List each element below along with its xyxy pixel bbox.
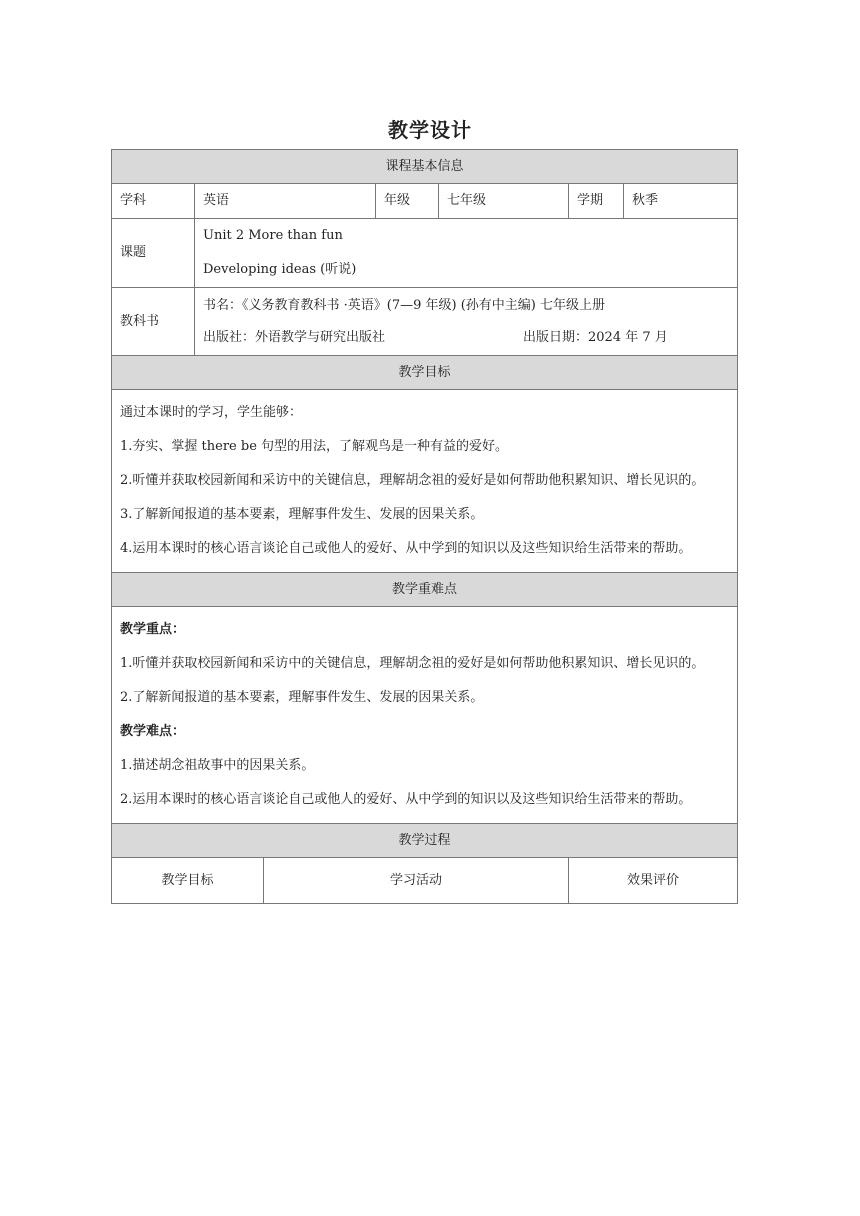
- difficulty-item: 2.运用本课时的核心语言谈论自己或他人的爱好、从中学到的知识以及这些知识给生活带来的帮助。: [120, 792, 692, 807]
- publisher-line: [203, 322, 729, 354]
- key-points-header: 教学重难点: [112, 573, 738, 607]
- textbook-label: 教科书: [112, 288, 195, 356]
- grade-value: 七年级: [439, 184, 569, 219]
- objectives-intro: 通过本课时的学习，学生能够：: [120, 405, 303, 420]
- objective-item: 3.了解新闻报道的基本要素，理解事件发生、发展的因果关系。: [120, 507, 484, 522]
- objective-item: 1.夯实、掌握 there be 句型的用法，了解观鸟是一种有益的爱好。: [120, 439, 509, 454]
- objective-item: 4.运用本课时的核心语言谈论自己或他人的爱好、从中学到的知识以及这些知识给生活带来的帮助。: [120, 541, 692, 556]
- focus-label: 教学重点：: [120, 622, 186, 637]
- objectives-header-row: [112, 356, 738, 390]
- topic-value: [195, 219, 738, 288]
- textbook-value: [195, 288, 738, 356]
- topic-row: [112, 219, 738, 288]
- topic-line-1: Unit 2 More than fun: [203, 228, 343, 243]
- key-points-body-row: [112, 607, 738, 824]
- lesson-plan-table: [111, 149, 738, 904]
- textbook-name: 书名：《义务教育教科书 ·英语》(7—9 年级) (孙有中主编) 七年级上册: [203, 297, 605, 313]
- textbook-row: [112, 288, 738, 356]
- key-points-header-row: [112, 573, 738, 607]
- focus-item: 2.了解新闻报道的基本要素，理解事件发生、发展的因果关系。: [120, 690, 484, 705]
- process-col-activity: 学习活动: [264, 858, 569, 904]
- process-col-eval: 效果评价: [569, 858, 738, 904]
- basic-info-header: 课程基本信息: [112, 150, 738, 184]
- objectives-body-row: [112, 390, 738, 573]
- publisher: 出版社：外语教学与研究出版社: [203, 329, 386, 345]
- term-value: 秋季: [624, 184, 738, 219]
- objectives-header: 教学目标: [112, 356, 738, 390]
- publish-date: 出版日期：2024 年 7 月: [523, 329, 668, 345]
- objectives-body: [112, 390, 738, 573]
- difficulty-label: 教学难点：: [120, 724, 186, 739]
- subject-row: [112, 184, 738, 219]
- document-title: 教学设计: [388, 118, 472, 142]
- topic-line-2: Developing ideas (听说): [203, 262, 357, 277]
- process-header: 教学过程: [112, 824, 738, 858]
- process-columns-row: [112, 858, 738, 904]
- subject-label: 学科: [112, 184, 195, 219]
- objective-item: 2.听懂并获取校园新闻和采访中的关键信息，理解胡念祖的爱好是如何帮助他积累知识、增长见识的。: [120, 473, 705, 488]
- focus-item: 1.听懂并获取校园新闻和采访中的关键信息，理解胡念祖的爱好是如何帮助他积累知识、增长见识的。: [120, 656, 705, 671]
- grade-label: 年级: [376, 184, 439, 219]
- difficulty-item: 1.描述胡念祖故事中的因果关系。: [120, 758, 315, 773]
- key-points-body: [112, 607, 738, 824]
- term-label: 学期: [569, 184, 624, 219]
- subject-value: 英语: [195, 184, 376, 219]
- basic-info-header-row: [112, 150, 738, 184]
- process-header-row: [112, 824, 738, 858]
- process-col-goal: 教学目标: [112, 858, 264, 904]
- topic-label: 课题: [112, 219, 195, 288]
